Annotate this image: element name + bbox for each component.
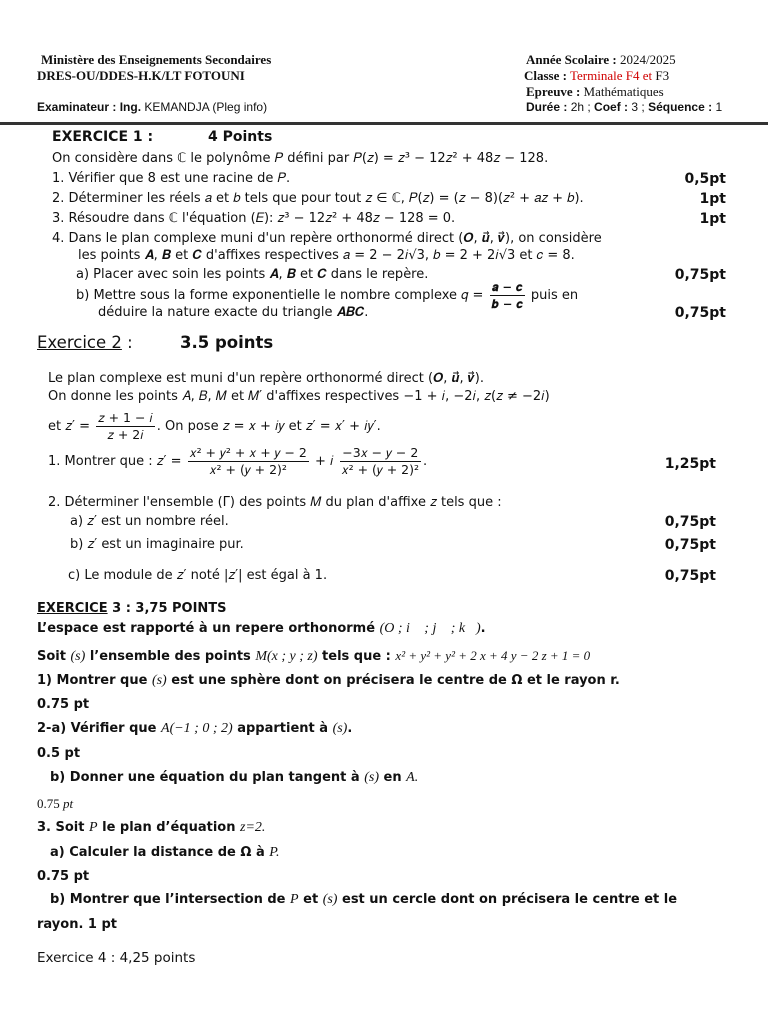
- ex3-q2b-m: A.: [406, 770, 419, 785]
- ex3-q3b: [50, 892, 677, 908]
- examiner-label: Examinateur : Ing.: [37, 100, 142, 114]
- class-value-1: Terminale: [569, 68, 623, 83]
- examiner-name: KEMANDJA (Pleg info): [144, 100, 268, 114]
- ex3-q3-b: le plan d’équation: [102, 820, 236, 835]
- ex2-zprime-numerator: 𝑧 + 1 − 𝑖: [98, 410, 153, 425]
- ex3-q2a-s: (s): [332, 721, 348, 736]
- ex1-q4a-points: 0,75pt: [674, 267, 726, 283]
- ex1-q2-points: 1pt: [699, 191, 726, 207]
- ex3-q2a-points: 0.5 pt: [37, 746, 81, 761]
- ex4-title: Exercice 4 : 4,25 points: [37, 950, 196, 966]
- ex1-q4b-numerator: 𝒂 − 𝒄: [490, 279, 525, 296]
- ex3-q3b-b: et: [303, 892, 319, 907]
- sequence-label: Séquence :: [648, 100, 713, 114]
- ex2-line3: [48, 410, 381, 443]
- ex3-q3b-line2: rayon. 1 pt: [37, 917, 117, 932]
- ex3-q3-p: P: [89, 820, 98, 835]
- ex3-line2-c: tels que :: [322, 649, 391, 664]
- ex3-line2-a: Soit: [37, 649, 66, 664]
- ex2-line1: Le plan complexe est muni d'un repère orthonormé direct (𝑶, 𝒖⃗, 𝒗⃗).: [48, 371, 484, 386]
- ex1-q1: 1. Vérifier que 8 est une racine de 𝑃.: [52, 171, 291, 186]
- ex3-q2a-a: 2-a) Vérifier que: [37, 721, 157, 736]
- ex2-q1-points: 1,25pt: [664, 456, 716, 472]
- subject-value: Mathématiques: [583, 84, 664, 99]
- ex2-q1-real-numerator: 𝑥² + 𝑦² + 𝑥 + 𝑦 − 2: [189, 445, 307, 460]
- ex3-q3: [37, 820, 265, 836]
- school-year: [526, 52, 676, 68]
- class-value-3: F3: [655, 68, 670, 83]
- examiner-line: [37, 100, 267, 114]
- ex2-q2: 2. Déterminer l'ensemble (Γ) des points 𝑀 du plan d'affixe 𝑧 tels que :: [48, 495, 502, 510]
- ex2-heading: [37, 333, 133, 352]
- ex3-q2b-points-num: 0.75: [37, 796, 60, 811]
- ex3-q3b-s: (s): [322, 892, 338, 907]
- ex2-title: Exercice 2: [37, 333, 122, 352]
- ex2-q2b: b) 𝑧′ est un imaginaire pur.: [70, 537, 244, 552]
- ex3-line1-text: L’espace est rapporté à un repere orthonormé: [37, 621, 376, 636]
- ex3-q3b-c: est un cercle dont on précisera le centre et le: [342, 892, 678, 907]
- ex3-line1-end: .: [480, 621, 486, 636]
- ex3-q2b-s: (s): [364, 770, 379, 785]
- year-value: 2024/2025: [620, 52, 676, 67]
- ex2-zprime-denominator: 𝑧 + 2𝑖: [107, 427, 144, 442]
- ex2-q1-imag-fraction: [340, 445, 421, 478]
- ex3-q2a-b: appartient à: [237, 721, 329, 736]
- ex1-q4b-denominator: 𝒃 − 𝒄: [491, 297, 523, 311]
- ex2-line3-post: . On pose 𝑧 = 𝑥 + 𝑖𝑦 et 𝑧′ = 𝑥′ + 𝑖𝑦′.: [156, 419, 381, 434]
- ex3-q3a: [50, 845, 280, 861]
- subject-label: Epreuve :: [526, 84, 581, 99]
- ex3-q1-points: 0.75 pt: [37, 697, 90, 712]
- ex1-q4a: a) Placer avec soin les points 𝑨, 𝑩 et 𝑪 dans le repère.: [76, 267, 429, 282]
- ex1-q3-points: 1pt: [699, 211, 726, 227]
- ex1-intro: On considère dans ℂ le polynôme 𝑃 défini par 𝑃(𝑧) = 𝑧³ − 12𝑧² + 48𝑧 − 128.: [52, 151, 549, 166]
- class-value-2: F4 et: [625, 68, 653, 83]
- ex2-line2: On donne les points 𝐴, 𝐵, 𝑀 et 𝑀′ d'affixes respectives −1 + 𝑖, −2𝑖, 𝑧(𝑧 ≠ −2𝑖): [48, 389, 550, 404]
- ex3-q1: [37, 673, 620, 689]
- ex3-q2b: [50, 770, 418, 786]
- duration-line: [526, 100, 722, 114]
- ex3-q3b-a: b) Montrer que l’intersection de: [50, 892, 286, 907]
- ex2-q2b-points: 0,75pt: [664, 537, 716, 553]
- subject-line: [526, 84, 664, 100]
- ministry-label: Ministère des Enseignements Secondaires: [41, 52, 272, 67]
- ex3-q2b-points: [37, 796, 73, 812]
- ex3-q3a-p: P.: [269, 845, 280, 860]
- ex3-title-rest: 3 : 3,75 POINTS: [107, 601, 227, 616]
- ex2-q1-real-fraction: [188, 445, 309, 478]
- school-label: DRES-OU/DDES-H.K/LT FOTOUNI: [37, 68, 245, 83]
- ex1-q4-line1: 4. Dans le plan complexe muni d'un repère orthonormé direct (𝑶, 𝒖⃗, 𝒗⃗), on considère: [52, 231, 602, 246]
- ex2-q2a-points: 0,75pt: [664, 514, 716, 530]
- ex3-line2: [37, 648, 590, 665]
- ex1-q1-points: 0,5pt: [684, 171, 726, 187]
- ex2-line3-pre: et 𝑧′ =: [48, 419, 90, 434]
- ex1-q4b-line2: déduire la nature exacte du triangle 𝑨𝑩𝑪.: [98, 305, 369, 320]
- class-label: Classe :: [524, 68, 567, 83]
- coef-label: Coef :: [594, 100, 629, 114]
- ex1-q4b-post: puis en: [530, 288, 579, 303]
- ex1-q4b-fraction: [490, 279, 525, 312]
- ex2-q1: [48, 445, 427, 478]
- ex3-q3a-points: 0.75 pt: [37, 869, 90, 884]
- ex1-q4b-points: 0,75pt: [674, 305, 726, 321]
- ex3-heading: [37, 601, 227, 616]
- ex3-q2b-points-unit: pt: [63, 796, 74, 811]
- ex1-q4b-text: b) Mettre sous la forme exponentielle le nombre complexe 𝑞 =: [76, 288, 484, 303]
- class-line: [524, 68, 669, 84]
- ex1-title: EXERCICE 1 :: [52, 129, 154, 145]
- ex2-q1-end: .: [423, 454, 428, 469]
- ex3-q3a-a: a) Calculer la distance de Ω à: [50, 845, 265, 860]
- ex3-line2-b: l’ensemble des points: [89, 649, 251, 664]
- duration-label: Durée :: [526, 100, 568, 114]
- ex3-q3b-p: P: [290, 892, 299, 907]
- ex2-q1-real-denominator: 𝑥² + (𝑦 + 2)²: [209, 462, 287, 477]
- ex3-sphere-equation: x² + y² + y² + 2 x + 4 y − 2 z + 1 = 0: [395, 648, 591, 663]
- ex3-line2-m: M(x ; y ; z): [255, 649, 318, 664]
- coef-value: 3 ;: [631, 100, 645, 114]
- ex3-frame: (O ; i⃗ ; j⃗ ; k⃗): [379, 621, 481, 636]
- ex3-q3-a: 3. Soit: [37, 820, 85, 835]
- ex2-q2c: c) Le module de 𝑧′ noté |𝑧′| est égal à 1.: [68, 568, 328, 583]
- sequence-value: 1: [715, 100, 723, 114]
- ex3-q2b-b: en: [383, 770, 402, 785]
- ex1-q4-line2: les points 𝑨, 𝑩 et 𝑪 d'affixes respectives 𝑎 = 2 − 2𝑖√3, 𝑏 = 2 + 2𝑖√3 et 𝑐 = 8.: [78, 248, 575, 263]
- ex3-q3-eq: z=2.: [240, 820, 266, 835]
- ex3-line2-s: (s): [70, 649, 86, 664]
- ex2-q2a: a) 𝑧′ est un nombre réel.: [70, 514, 229, 529]
- ex3-q2b-a: b) Donner une équation du plan tangent à: [50, 770, 360, 785]
- ex2-q1-mid: + 𝑖: [315, 454, 334, 469]
- ex3-q2a-point: A(−1 ; 0 ; 2): [161, 721, 233, 736]
- ex2-colon: :: [121, 333, 133, 352]
- ex3-q1-b: est une sphère dont on précisera le centre de Ω et le rayon r.: [171, 673, 620, 688]
- header-divider: [0, 122, 768, 125]
- ex1-points: 4 Points: [208, 129, 273, 145]
- ex3-q2a: [37, 721, 352, 737]
- ex3-q2a-end: .: [347, 721, 353, 736]
- ex3-title: EXERCICE: [37, 601, 108, 616]
- ex3-line1: [37, 621, 486, 637]
- duration-value: 2h ;: [570, 100, 591, 114]
- ex2-q2c-points: 0,75pt: [664, 568, 716, 584]
- ex3-q1-s: (s): [151, 673, 167, 688]
- ex1-q3: 3. Résoudre dans ℂ l'équation (𝐸): 𝑧³ − 12𝑧² + 48𝑧 − 128 = 0.: [52, 211, 456, 226]
- ex2-points: 3.5 points: [180, 333, 274, 352]
- ex2-q1-pre: 1. Montrer que : 𝑧′ =: [48, 454, 182, 469]
- ex2-zprime-fraction: [96, 410, 155, 443]
- year-label: Année Scolaire :: [526, 52, 617, 67]
- ex2-q1-imag-denominator: 𝑥² + (𝑦 + 2)²: [341, 462, 419, 477]
- ex2-q1-imag-numerator: −3𝑥 − 𝑦 − 2: [340, 445, 421, 462]
- ex3-q1-a: 1) Montrer que: [37, 673, 148, 688]
- ex1-q2: 2. Déterminer les réels 𝑎 et 𝑏 tels que pour tout 𝑧 ∈ ℂ, 𝑃(𝑧) = (𝑧 − 8)(𝑧² + 𝑎𝑧 + 𝑏).: [52, 191, 584, 206]
